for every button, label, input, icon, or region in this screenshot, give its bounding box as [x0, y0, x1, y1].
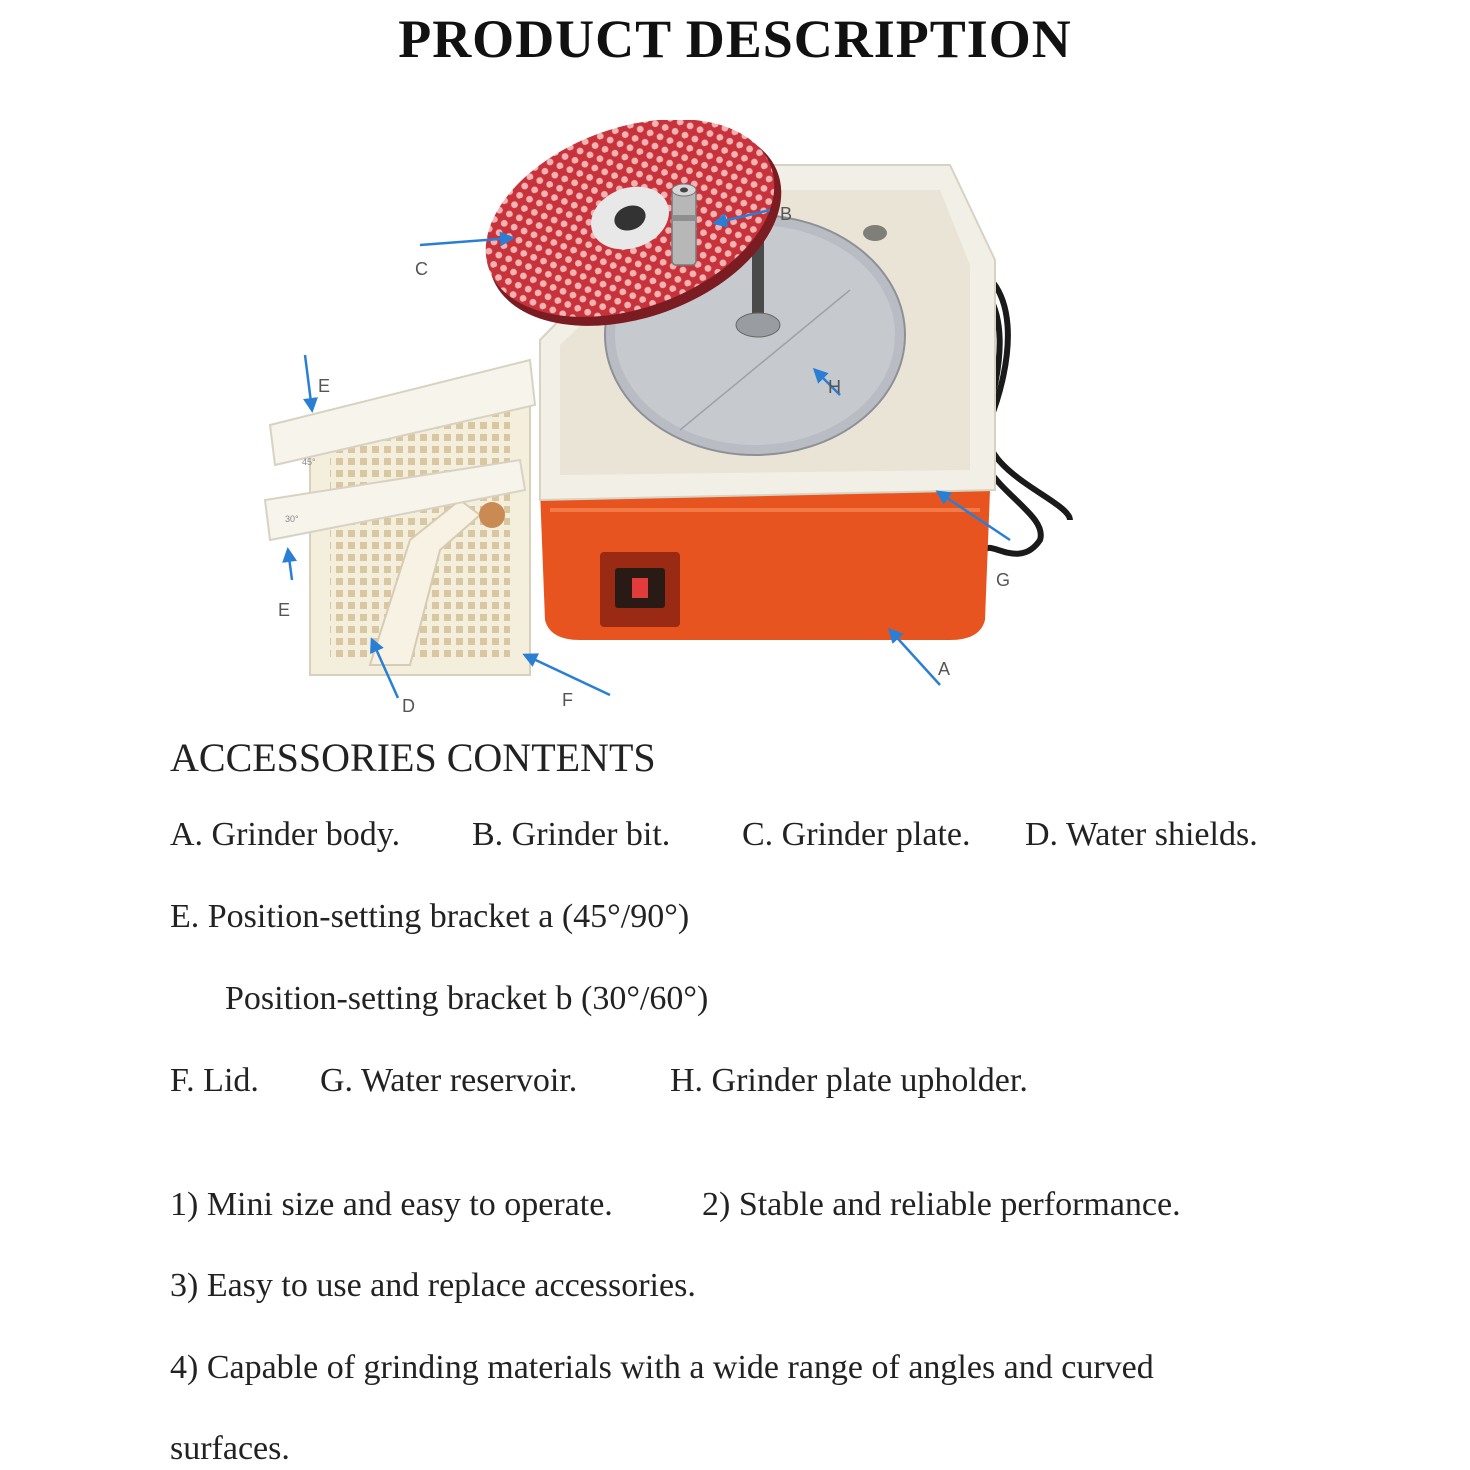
label-e-top: E [318, 376, 331, 396]
label-e-bottom: E [278, 600, 291, 620]
accessory-d: D. Water shields. [1025, 816, 1258, 853]
feature-4: 4) Capable of grinding materials with a wide range of angles and curved [170, 1349, 1154, 1386]
feature-1: 1) Mini size and easy to operate. [170, 1186, 613, 1223]
page-title: PRODUCT DESCRIPTION [398, 9, 1072, 69]
feature-3: 3) Easy to use and replace accessories. [170, 1267, 696, 1304]
accessory-e2: Position-setting bracket b (30°/60°) [225, 980, 709, 1017]
feature-2: 2) Stable and reliable performance. [702, 1186, 1181, 1223]
accessory-f: F. Lid. [170, 1062, 259, 1099]
accessory-a: A. Grinder body. [170, 816, 401, 853]
label-g: G [996, 570, 1011, 590]
label-a: A [938, 659, 951, 679]
label-f: F [562, 690, 573, 710]
grinder-body [540, 490, 990, 640]
label-c: C [415, 259, 428, 279]
accessories-heading: ACCESSORIES CONTENTS [170, 735, 656, 780]
bracket-b-mark: 30° [285, 514, 299, 524]
label-d: D [402, 696, 415, 716]
feature-4-continued: surfaces. [170, 1430, 290, 1467]
grinder-bit [672, 184, 696, 265]
accessory-e1: E. Position-setting bracket a (45°/90°) [170, 898, 690, 935]
bracket-a-mark: 45° [302, 457, 316, 467]
product-illustration [250, 120, 1130, 730]
accessory-c: C. Grinder plate. [742, 816, 971, 853]
label-h: H [828, 377, 841, 397]
accessory-g: G. Water reservoir. [320, 1062, 578, 1099]
label-b: B [780, 204, 793, 224]
accessory-b: B. Grinder bit. [472, 816, 671, 853]
accessory-h: H. Grinder plate upholder. [670, 1062, 1028, 1099]
